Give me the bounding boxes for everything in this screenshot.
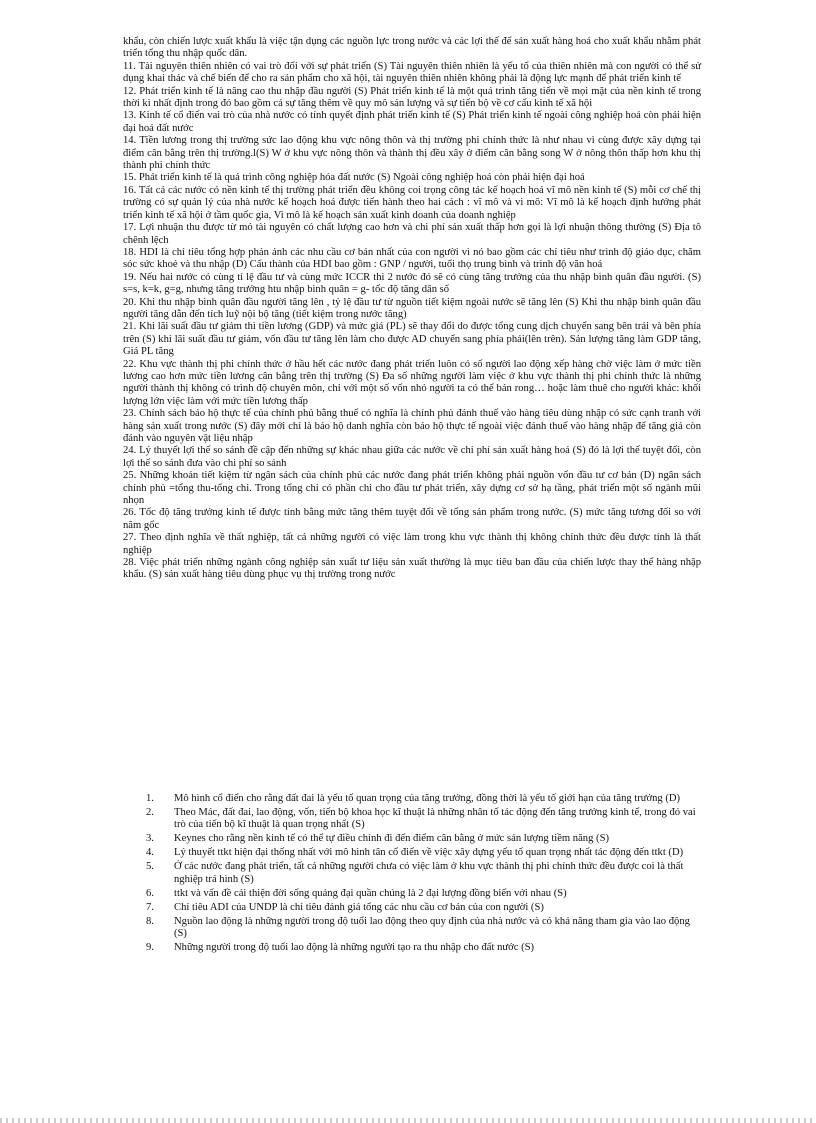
paragraph: 27. Theo định nghĩa về thất nghiệp, tất cả những người có việc làm trong khu vực thành thị không chính thức đều được tính là thất nghiệp [123, 532, 701, 556]
list-text: ttkt và vấn đề cải thiện đời sống quảng đại quần chúng là 2 đại lượng đồng biến với nhau (S) [174, 887, 567, 899]
paragraph: 15. Phát triển kinh tế là quá trình công nghiệp hóa đất nước (S) Ngoài công nghiệp hoá còn phải hiện đại hoá [123, 172, 585, 184]
paragraph: 20. Khi thu nhập bình quân đầu người tăng lên , tỷ lệ đầu tư từ nguồn tiết kiệm ngoài nước sẽ tăng lên (S) Khi thu nhập bình quân đầu người tăng dẫn đến tích luỹ nội bộ tăng (tiết kiệm trong nước tăng) [123, 296, 701, 320]
paragraph: 14. Tiền lương trong thị trường sức lao động khu vực nông thôn và thị trường phi chính thức là như nhau vì cùng được xây dựng tại điểm cân bằng trên thị trường.l(S) W ở khu vực nông thôn và thành thị đều xây ở điểm cân bằng song W ở nông thôn thấp hơn khu thị thành phi chính thức [123, 135, 701, 172]
list-number: 2. [146, 807, 154, 818]
list-text: Mô hình cổ điển cho rằng đất đai là yếu tố quan trọng của tăng trưởng, đồng thời là yếu tố giới hạn của tăng trưởng (D) [174, 793, 681, 804]
page-bottom-edge [0, 1118, 816, 1123]
list-number: 5. [146, 861, 154, 873]
paragraph: 19. Nếu hai nước có cùng tỉ lệ đầu tư và cùng mức ICCR thì 2 nước đó sẽ có cùng tăng trưởng của thu nhập bình quân đầu người. (S) s=s, k=k, g=g, nhưng tăng trưởng htu nhập bình quân = g- tốc độ tăng dân số [123, 271, 701, 296]
list-item [146, 793, 701, 805]
list-item [146, 861, 701, 886]
list-text: Những người trong độ tuổi lao động là những người tạo ra thu nhập cho đất nước (S) [174, 942, 535, 954]
list-item [146, 888, 701, 900]
numbered-list [146, 793, 701, 956]
paragraph: 28. Việc phát triển những ngành công nghiệp sản xuất tư liệu sản xuất thường là mục tiêu ban đầu của chiến lược thay thế hàng nhập khẩu. (S) sản xuất hàng tiêu dùng phục vụ thị trường trong nước [123, 557, 701, 581]
list-item [146, 807, 701, 832]
paragraph: 12. Phát triển kinh tế là nâng cao thu nhập đầu người (S) Phát triển kinh tế là một quá trình tăng tiến về mọi mặt của nền kinh tế trong thời kì nhất định trong đó bao gồm cả sự tăng thêm về quy mô sản lượng và sự tiến bộ về cơ cấu kinh tế xã hội [123, 85, 701, 110]
paragraph: 21. Khi lãi suất đầu tư giảm thì tiền lương (GDP) và mức giá (PL) sẽ thay đổi do được tổng cung dịch chuyển sang bên trái và bên phía trên (S) khi lãi suất đầu tư giảm, vốn đầu tư tăng lên làm cho được AD chuyển sang phía phải(lên trên). Sản lượng tăng làm GDP tăng, Giá PL tăng [123, 321, 701, 358]
list-item [146, 847, 701, 859]
list-number: 3. [146, 833, 154, 845]
list-text: Lý thuyết ttkt hiện đại thống nhất với mô hình tân cổ điển về việc xây dựng yếu tố quan trọng nhất tác động đến ttkt (D) [174, 847, 684, 859]
paragraph: 17. Lợi nhuận thu được từ mỏ tài nguyên có chất lượng cao hơn và chi phí sản xuất thấp hơn gọi là lợi nhuận thông thường (S) Địa tô chênh lệch [123, 222, 701, 246]
paragraph: 24. Lý thuyết lợi thế so sánh đề cập đến những sự khác nhau giữa các nước về chi phí sản xuất hàng hoá (S) đó là lợi thế tuyệt đối, còn lợi thế so sánh đưa vào chi phí so sánh [123, 445, 701, 469]
paragraph: khẩu, còn chiến lược xuất khẩu là việc tận dụng các nguồn lực trong nước và các lợi thế để sản xuất hàng hoá cho xuất khẩu nhằm phát triển tổng thu nhập quốc dân. [123, 36, 701, 60]
list-number: 9. [146, 942, 154, 954]
list-number: 4. [146, 847, 154, 859]
list-number: 8. [146, 915, 154, 927]
list-text: Theo Mác, đất đai, lao động, vốn, tiến bộ khoa học kĩ thuật là những nhân tố tác động đến tăng trưởng kinh tế, trong đó vai trò của tiến bộ kĩ thuật là quan trọng nhất (S) [174, 807, 696, 831]
paragraph: 11. Tài nguyên thiên nhiên có vai trò đối với sự phát triển (S) Tài nguyên thiên nhiên là yếu tố của thiên nhiên mà con người có thể sử dụng khai thác và chế biến để cho ra sản phẩm cho xã hội, tài nguyên thiên nhiên không phải là động lực mạnh để phát triển kinh tế [123, 60, 701, 85]
paragraph: 26. Tốc độ tăng trưởng kinh tế được tính bằng mức tăng thêm tuyệt đối về tổng sản phẩm trong nước. (S) mức tăng tương đối so với năm gốc [123, 507, 701, 531]
list-item [146, 833, 701, 845]
paragraph: 25. Những khoản tiết kiệm từ ngân sách của chính phủ các nước đang phát triển không phải nguồn vốn đầu tư cơ bản (D) ngân sách chính phủ =tổng thu-tổng chi. Trong tổng chi có phần chi cho đầu tư phát triển, xây dựng cơ sở hạ tầng, phát triển một số ngành mũi nhọn [123, 470, 701, 507]
list-item [146, 942, 701, 954]
list-text: Nguồn lao động là những người trong độ tuổi lao động theo quy định của nhà nước và có khả năng tham gia vào lao động (S) [174, 915, 690, 940]
list-item [146, 916, 701, 941]
paragraph: 13. Kinh tế cổ điển vai trò của nhà nước có tính quyết định phát triển kinh tế (S) Phát triển kinh tế ngoài công nghiệp hoá còn phải hiện đại hoá đất nước [123, 110, 701, 134]
list-text: Ở các nước đang phát triển, tất cả những người chưa có việc làm ở khu vực thành thị phi chính thức đều được coi là thất nghiệp trá hình (S) [174, 861, 684, 885]
list-number: 7. [146, 901, 154, 913]
list-text: Chỉ tiêu ADI của UNDP là chỉ tiêu đánh giá tổng các nhu cầu cơ bản của con người (S) [174, 901, 544, 913]
paragraph-block [123, 36, 701, 582]
list-number: 6. [146, 887, 154, 899]
list-item [146, 902, 701, 914]
paragraph: 18. HDI là chỉ tiêu tổng hợp phản ánh các nhu cầu cơ bản nhất của con người vì nó bao gồm các chỉ tiêu như trình độ giáo dục, chăm sóc sức khoẻ và thu nhập (D) Cấu thành của HDI bao gồm : GNP / người, tuổi thọ trung bình và trình độ văn hoá [123, 246, 701, 271]
list-number: 1. [146, 793, 154, 804]
list-text: Keynes cho rằng nền kinh tế có thể tự điều chỉnh đi đến điểm cân bằng ở mức sản lượng tiềm năng (S) [174, 833, 610, 845]
paragraph: 16. Tất cả các nước có nền kinh tế thị trường phát triển đều không coi trọng công tác kế hoạch hoá vĩ mô nền kinh tế (S) mỗi cơ chế thị trường có sự quản lý của nhà nước kế hoạch hoá được tiến hành theo hai cách : vĩ mô và vi mô: Vĩ mô là kế hoạch định hướng phát triển kinh tế xã hội ở tầm quốc gia, Vi mô là kế hoạch sản xuất kinh doanh của doanh nghiệp [123, 184, 701, 221]
paragraph: 22. Khu vực thành thị phi chính thức ở hầu hết các nước đang phát triển luôn có số người lao động xếp hàng chờ việc làm ở mức tiền lương cao hơn mức tiền lương cân bằng trên thị trường (S) Đa số những người làm việc ở khu vực thành thị phi chính thức là những người thành thị không có trình độ chuyên môn, chỉ với một số vốn nhỏ người ta có thể bán rong… hoặc làm thuê cho người khác: khối lượng lớn việc làm với mức tiền lương thấp [123, 358, 701, 407]
paragraph: 23. Chính sách bảo hộ thực tế của chính phủ bằng thuế có nghĩa là chính phủ đánh thuế vào hàng tiêu dùng nhập có sức cạnh tranh với hàng sản xuất trong nước (S) đây mới chỉ là bảo hộ danh nghĩa còn bảo hộ thực tế ngoài việc đánh thuế vào hàng nhập để tăng giá còn đánh vào nguyên vật liệu nhập [123, 408, 701, 444]
